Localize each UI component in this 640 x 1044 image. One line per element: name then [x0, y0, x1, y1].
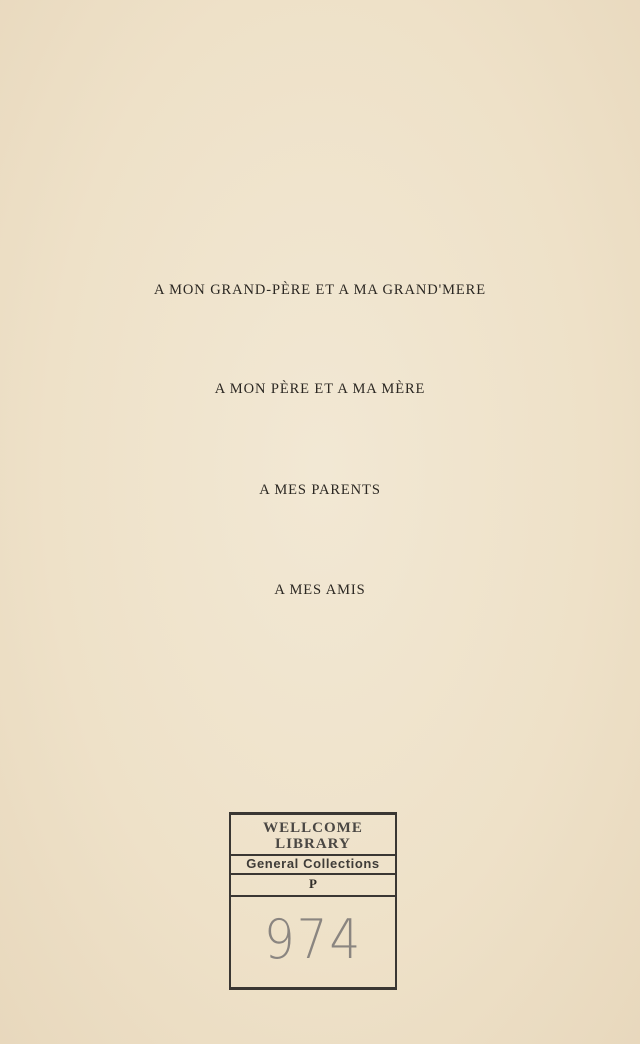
dedication-parents-father-mother: A MON PÈRE ET A MA MÈRE — [214, 381, 426, 397]
stamp-shelf-number: 974 — [263, 908, 363, 971]
stamp-class-mark: P — [309, 876, 317, 891]
library-stamp — [229, 812, 399, 992]
stamp-library-name-line1: WELLCOME — [263, 820, 363, 836]
stamp-divider — [231, 895, 395, 897]
stamp-library-name-line2: LIBRARY — [275, 836, 351, 852]
dedication-relatives: A MES PARENTS — [259, 482, 381, 498]
stamp-divider — [231, 873, 395, 875]
stamp-collections-label: General Collections — [246, 856, 380, 871]
dedication-friends: A MES AMIS — [274, 582, 366, 598]
dedication-grandparents: A MON GRAND-PÈRE ET A MA GRAND'MERE — [154, 282, 486, 298]
